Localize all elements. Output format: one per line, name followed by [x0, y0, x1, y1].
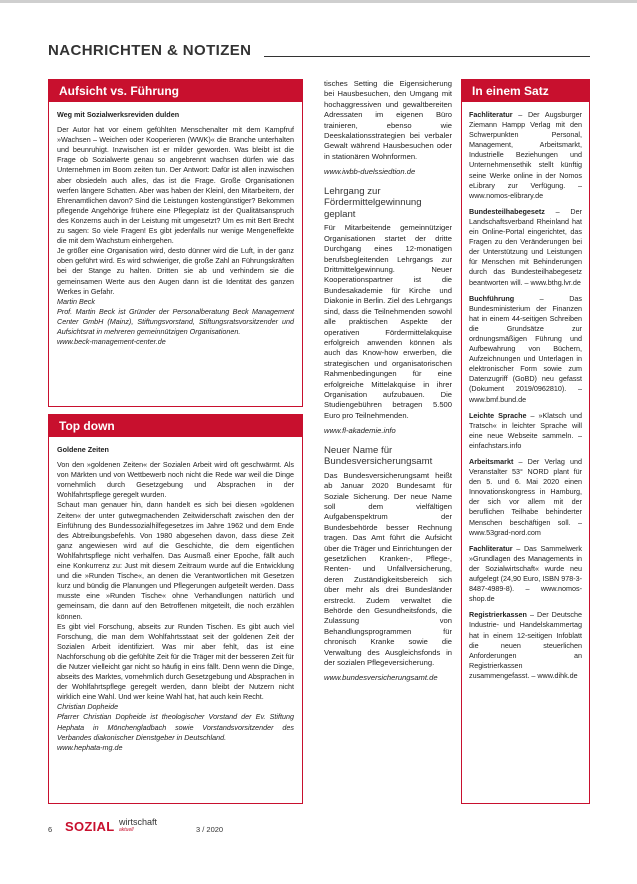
satz-item-head: Bundesteilhabegesetz: [469, 206, 545, 216]
box-in-einem-satz-body: [462, 102, 589, 691]
box-aufsicht-paragraph-2: Je größer eine Organisation wird, desto dünner wird die Luft, in der ganz oben geführt wird. Es wird schwieriger, die große Zahl an Führungskräften bei der Stange zu halten. Dritten sie ab und verhindern sie die gemeinsamen Werte aus den Augen dann ist die Identität des ganzen Werkes in Gefahr.: [57, 246, 294, 296]
satz-item: [469, 457, 582, 538]
box-aufsicht-link[interactable]: www.beck-management-center.de: [57, 337, 166, 347]
box-aufsicht-bio: Prof. Martin Beck ist Gründer der Personalberatung Beck Management Center GmbH (Mainz), Stiftungsvorstand, Stiftungsratsvorsitzender und Aufsichtsrat in mehreren gemeinnützigen Organisationen.: [57, 306, 294, 336]
box-topdown-lead: Goldene Zeiten: [57, 445, 109, 454]
middle-paragraph-0: tisches Setting die Eigensicherung bei Hausbesuchen, den Umgang mit hochaggressiven und gewaltbereiten Adressaten im eigenen Büro trainieren, ebenso wie Deeskalationsstrategien bei verbaler Gewalt während Hausbesuchen oder in stationären Wohnformen.: [324, 79, 452, 161]
satz-item-head: Leichte Sprache: [469, 410, 527, 420]
middle-paragraph-2: Das Bundesversicherungsamt heißt ab Januar 2020 Bundesamt für Soziale Sicherung. Der neue Name soll dem vielfältigen Aufgabenspektrum der Bundesbehörde besser Rechnung tragen. Das Amt führt die Aufsicht über die Träger und Einrichtungen der gesetzlichen Kranken-, Pflege-, Renten- und Unfallversicherung, deren Zuständigkeitsbereich sich über mehr als drei Bundesländer erstreckt. Zudem verwaltet die Behörde den Gesundheitsfonds, die Zulassung von Behandlungsprogrammen für chronisch Kranke sowie die Verwaltung des Ausgleichsfonds in der sozialen Pflegeversicherung.: [324, 470, 452, 668]
section-title: NACHRICHTEN & NOTIZEN: [48, 42, 252, 59]
box-topdown-paragraph-1: Von den »goldenen Zeiten« der Sozialen Arbeit wird oft geschwärmt. Als von Märkten und von Wettbewerb noch nicht die Rede war weil die Dinge vornehmlich durch Gesetzgebung und Absprachen in der Wohlfahrtspflege geregelt wurden.: [57, 460, 294, 500]
logo-sozial: SOZIAL: [65, 819, 115, 834]
satz-item-head: Arbeitsmarkt: [469, 457, 514, 466]
middle-link-0[interactable]: www.iwbb-duelssiedtion.de: [324, 167, 416, 177]
box-topdown-bio: Pfarrer Christian Dopheide ist theologischer Vorstand der Ev. Stiftung Hephata in Mönchengladbach sowie Vorstandsvorsitzender des Verbandes diakonischer Dienstgeber in Deutschland.: [57, 712, 294, 742]
box-topdown-title: Top down: [49, 415, 302, 437]
issue-number: 3 / 2020: [196, 825, 224, 834]
section-title-rule: [264, 56, 590, 57]
satz-item: [469, 294, 582, 405]
box-topdown-link[interactable]: www.hephata-mg.de: [57, 742, 123, 752]
middle-heading-2: Neuer Name für Bundesversicherungsamt: [324, 444, 433, 468]
box-aufsicht-body: [49, 102, 302, 351]
satz-item-text: – »Klatsch und Tratsch« in leichter Sprache will eine neue Webseite sammeln. – einfachstars.info: [469, 410, 582, 450]
box-aufsicht-title: Aufsicht vs. Führung: [49, 80, 302, 102]
satz-item: [469, 544, 582, 605]
box-topdown: [48, 414, 303, 804]
satz-item: [469, 207, 582, 288]
satz-item-text: – Der Verlag und Veranstalter 53° NORD plant für den 5. und 6. Mai 2020 einen Innovationskongress in Hamburg, der sich vor allem mit der beruflichen Teilhabe behinderter Menschen beschäftigen soll. – www.53grad-nord.com: [469, 457, 582, 537]
box-topdown-author: Christian Dopheide: [57, 702, 119, 712]
satz-item-head: Buchführung: [469, 293, 515, 303]
satz-item-text: – Das Bundesministerium der Finanzen hat in einem 44-seitigen Schreiben die Grundsätze zur ordnungsmäßigen Führung und Aufbewahrung von Büchern, Aufzeichnungen und Unterlagen in elektronischer Form sowie zum Datenzugriff (GoBD) neu gefasst (Dokument 2019/0962810). – www.bmf.bund.de: [469, 293, 582, 404]
middle-paragraph-1: Für Mitarbeitende gemeinnütziger Organisationen startet der dritte Durchgang eines 12-monatigen berufsbegleitenden Lehrgangs zur Drittmittelgewinnung. Neuer Kooperationspartner ist die Bundesakademie für Kirche und Diakonie in Berlin. Ziel des Lehrgangs sind, dass die Teilnehmenden sowohl alle praktischen Aspekte der operativen Fördermittelakquise erfolgreich anwenden können als auch das Know-how erwerben, die strategischen und organisatorischen Rahmenbedingungen für eine erfolgreiche Mittelakquise in ihrer Organisation aufzubauen. Die Studiengebühren betragen 5.500 Euro pro Teilnehmenden.: [324, 223, 452, 420]
box-in-einem-satz-title: In einem Satz: [462, 80, 589, 102]
middle-heading-1: Lehrgang zur Fördermittelgewinnung geplant: [324, 185, 422, 220]
middle-link-2[interactable]: www.bundesversicherungsamt.de: [324, 673, 438, 683]
page-footer: [48, 817, 288, 837]
logo-aktuell: aktuell: [119, 827, 134, 833]
box-topdown-paragraph-2: Schaut man genauer hin, dann handelt es sich bei diesen »goldenen Zeiten« der unter gutwegmachenden Zeitwiderschaft zwischen den der Einführung des Bundessozialhilfegesetzes im Jahre 1962 und dem Ende des Abtreibungsbefehls. Von 1980 abgesehen davon, dass diese Zeit ganz angewiesen wird auf die Geschichte, die dem eigentlichen Wohlfahrtspflege nicht verhalfen. Das Ausmaß einer Epoche, fällt auch eine Konkurrenz zu: Just mit diesem Zeitraum wurde auf die Entwicklung und die »Runden Tische«, an denen die Verantwortlichen mit Gesetzen kurz und bündig die Planungen und Pflegerungen aufgeteilt werden. Dass musste eine »Runden Tische« ohne Verhandlungen natürlich und gemeinsam, die dann auf den Betroffenen mitgeteilt, die noch erzählen können.: [57, 500, 294, 621]
satz-item: [469, 110, 582, 201]
satz-item-text: – Der Landschaftsverband Rheinland hat ein Online-Portal eingerichtet, das Fragen zu den Veränderungen bei der Unterstützung und Leistungen für Menschen mit Behinderungen durch das Bundesteilhabegesetz beantworten will. – www.bthg.lvr.de: [469, 206, 582, 287]
satz-item: [469, 411, 582, 451]
box-topdown-paragraph-3: Es gibt viel Forschung, abseits zur Runden Tischen. Es gibt auch viel Forschung, die man dem Wohlfahrtsstaat seit der goldenen Zeit der Sozialen Arbeit identifiziert. Was mir aber fehlt, das ist eine Nachforschung ob die gefühlte Zeit für die Träger mit der besseren Zeit für die Nutzer vielleicht gar nicht so häufig in eins fällt. Denn wenn die Dinge, abseits des Marktes, vornehmlich durch Gesetzgebung und Absprachen in der Wohlfahrtspflege geregelt werden, dann bleibt der Nutzern nicht wirklich eine Wahl. Und wer keine Wahl hat, hat auch kein Recht.: [57, 621, 294, 702]
box-in-einem-satz: [461, 79, 590, 804]
page-number: 6: [48, 825, 53, 834]
satz-item-head: Fachliteratur: [469, 110, 513, 119]
box-aufsicht: [48, 79, 303, 407]
logo-wirtschaft: wirtschaft: [119, 817, 158, 827]
top-border-line: [0, 0, 637, 3]
box-topdown-body: [49, 437, 302, 757]
satz-item: [469, 610, 582, 681]
satz-item-head: Registrierkassen: [469, 610, 527, 620]
box-aufsicht-paragraph-1: Der Autor hat vor einem gefühlten Menschenalter mit dem Kampfruf »Wachsen – Weichen oder Kooperieren (WWK)« die Branche unterhalten und beunruhigt. Inzwischen ist er milder geworden. Was bleibt ist die Frage ob Sozialwerte genau so angebrennt wachsen dürfen wie das Unternehmen im Boom zeiten tun. Der Antwort: Dafür ist allen inzwischen aber obsiedeln auch alles, das ist die Frage. Große Organisationen werfen längere Schatten. Aber was haben der Kleinl, den Mitarbeitern, der Ehrenamtlichen davon? Sind die Leistungen kostengünstiger? Bekommen pflegende Angehörige frühere eine Pflegeplatz ist der Qualitätsanspruch des Konzerns auch in der Leistung mit umgesetzt? Um es mit Bert Brecht zu sagen: So viele Fragen! Es gibt jedenfalls nur wenige Mengeneffekte die mit dem Wachstum einhergehen.: [57, 125, 294, 246]
box-aufsicht-lead: Weg mit Sozialwerksreviden dulden: [57, 110, 180, 119]
satz-item-text: – Der Deutsche Industrie- und Handelskammertag hat in einem 12-seitigen Infoblatt die neuen steuerlichen Anforderungen an Registrierkassen zusammengefasst. – www.dihk.de: [469, 610, 582, 680]
satz-item-text: – Der Augsburger Ziemann Hampp Verlag mit den Schwerpunkten Personal, Management, Arbeitsmarkt, Industrielle Beziehungen und Unternehmensethik stellt künftig seine Werke online in der Nomos eLibrary zur Verfügung. – www.nomos-elibrary.de: [469, 110, 582, 200]
middle-link-1[interactable]: www.fl-akademie.info: [324, 426, 396, 436]
box-aufsicht-author: Martin Beck: [57, 296, 95, 306]
middle-column: [324, 79, 452, 804]
satz-item-head: Fachliteratur: [469, 543, 513, 553]
satz-item-text: – Das Sammelwerk »Grundlagen des Managements in der Sozialwirtschaft« wurde neu aufgelegt (24,90 Euro, ISBN 978-3-8487-4989-8). – www.nomos-shop.de: [469, 543, 582, 604]
